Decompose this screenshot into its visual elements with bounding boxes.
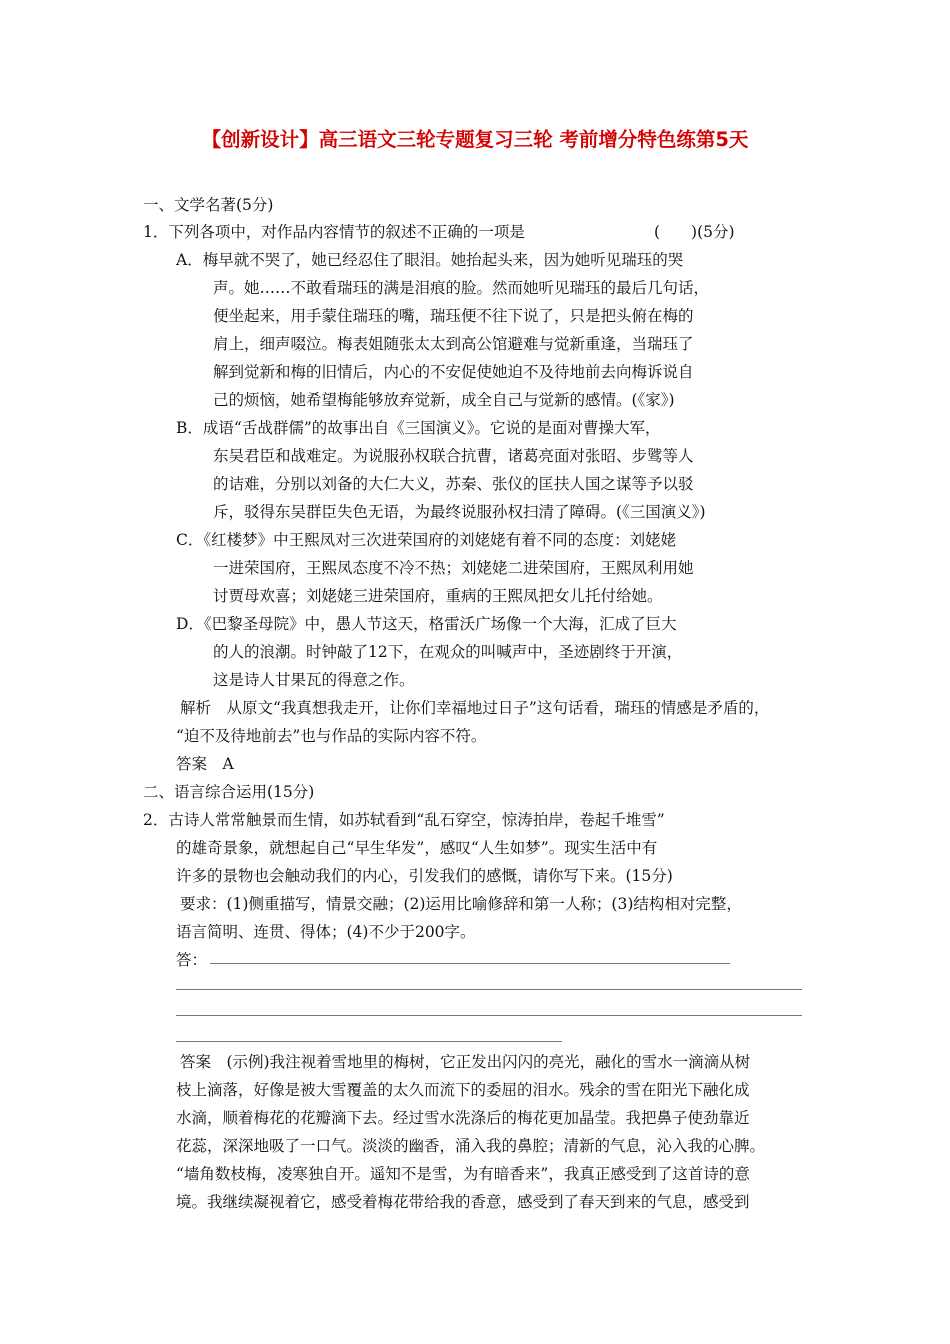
option-b-line: 斥，驳得东吴群臣失色无语，为最终说服孙权扫清了障碍。(《三国演义》) [213, 503, 706, 521]
answer-writing-line [176, 989, 802, 990]
option-c-line: 讨贾母欢喜；刘姥姥三进荣国府，重病的王熙凤把女儿托付给她。 [213, 587, 663, 605]
section1-heading: 一、文学名著(5分) [143, 196, 274, 214]
option-a-line: 解到觉新和梅的旧情后，内心的不安促使她迫不及待地前去向梅诉说自 [213, 363, 694, 381]
option-d-line: D．《巴黎圣母院》中，愚人节这天，格雷沃广场像一个大海，汇成了巨大 [176, 615, 677, 633]
option-a-line: 肩上，细声啜泣。梅表姐随张太太到高公馆避难与觉新重逢，当瑞珏了 [213, 335, 694, 353]
question1-stem: 1．下列各项中，对作品内容情节的叙述不正确的一项是 [143, 223, 525, 241]
requirements-line: 要求：(1)侧重描写，情景交融；(2)运用比喻修辞和第一人称；(3)结构相对完整， [180, 895, 742, 913]
question2-line: 许多的景物也会触动我们的内心，引发我们的感慨，请你写下来。(15分) [176, 867, 673, 885]
document-title: 【创新设计】高三语文三轮专题复习三轮 考前增分特色练第5天 [201, 128, 749, 151]
sample-answer-line: 水滴，顺着梅花的花瓣滴下去。经过雪水洗涤后的梅花更加晶莹。我把鼻子使劲靠近 [176, 1109, 750, 1127]
option-a-line: A．梅早就不哭了，她已经忍住了眼泪。她抬起头来，因为她听见瑞珏的哭 [176, 251, 684, 269]
option-b-line: B．成语“舌战群儒”的故事出自《三国演义》。它说的是面对曹操大军， [176, 419, 661, 437]
option-d-line: 的人的浪潮。时钟敲了12下，在观众的叫喊声中，圣迹剧终于开演， [213, 643, 683, 661]
analysis-line: “迫不及待地前去”也与作品的实际内容不符。 [176, 727, 487, 745]
analysis-line: 解析 从原文“我真想我走开，让你们幸福地过日子”这句话看，瑞珏的情感是矛盾的， [180, 699, 770, 717]
sample-answer-line: 花蕊，深深地吸了一口气。淡淡的幽香，涌入我的鼻腔；清新的气息，沁入我的心脾。 [176, 1137, 766, 1155]
option-a-line: 声。她……不敢看瑞珏的满是泪痕的脸。然而她听见瑞珏的最后几句话， [213, 279, 710, 297]
option-a-line: 便坐起来，用手蒙住瑞珏的嘴，瑞珏便不往下说了，只是把头俯在梅的 [213, 307, 694, 325]
option-d-line: 这是诗人甘果瓦的得意之作。 [213, 671, 415, 689]
sample-answer-line: 境。我继续凝视着它，感受着梅花带给我的香意，感受到了春天到来的气息，感受到 [176, 1193, 750, 1211]
option-b-line: 的诘难，分别以刘备的大仁大义，苏秦、张仪的匡扶人国之谋等予以驳 [213, 475, 694, 493]
question2-line: 2．古诗人常常触景而生情，如苏轼看到“乱石穿空，惊涛拍岸，卷起千堆雪” [143, 811, 665, 829]
sample-answer-line: “墙角数枝梅，凌寒独自开。遥知不是雪，为有暗香来”，我真正感受到了这首诗的意 [176, 1165, 750, 1183]
option-b-line: 东吴君臣和战难定。为说服孙权联合抗曹，诸葛亮面对张昭、步骘等人 [213, 447, 694, 465]
option-a-line: 己的烦恼，她希望梅能够放弃觉新，成全自己与觉新的感情。(《家》) [213, 391, 675, 409]
sample-answer-line: 枝上滴落，好像是被大雪覆盖的太久而流下的委屈的泪水。残余的雪在阳光下融化成 [176, 1081, 750, 1099]
option-c-line: C．《红楼梦》中王熙凤对三次进荣国府的刘姥姥有着不同的态度：刘姥姥 [176, 531, 677, 549]
question2-line: 的雄奇景象，就想起自己“早生华发”，感叹“人生如梦”。现实生活中有 [176, 839, 658, 857]
question1-answer-slot: ( )(5分) [654, 223, 735, 241]
answer-writing-line [176, 1041, 562, 1042]
sample-answer-line: 答案 (示例)我注视着雪地里的梅树，它正发出闪闪的亮光，融化的雪水一滴滴从树 [180, 1053, 751, 1071]
section2-heading: 二、语言综合运用(15分) [143, 783, 315, 801]
answer-writing-line [210, 963, 730, 964]
requirements-line: 语言简明、连贯、得体；(4)不少于200字。 [176, 923, 476, 941]
answer-writing-line [176, 1015, 802, 1016]
option-c-line: 一进荣国府，王熙凤态度不冷不热；刘姥姥二进荣国府，王熙凤利用她 [213, 559, 694, 577]
answer-1: 答案 A [176, 755, 234, 773]
answer-label: 答： [176, 951, 208, 969]
